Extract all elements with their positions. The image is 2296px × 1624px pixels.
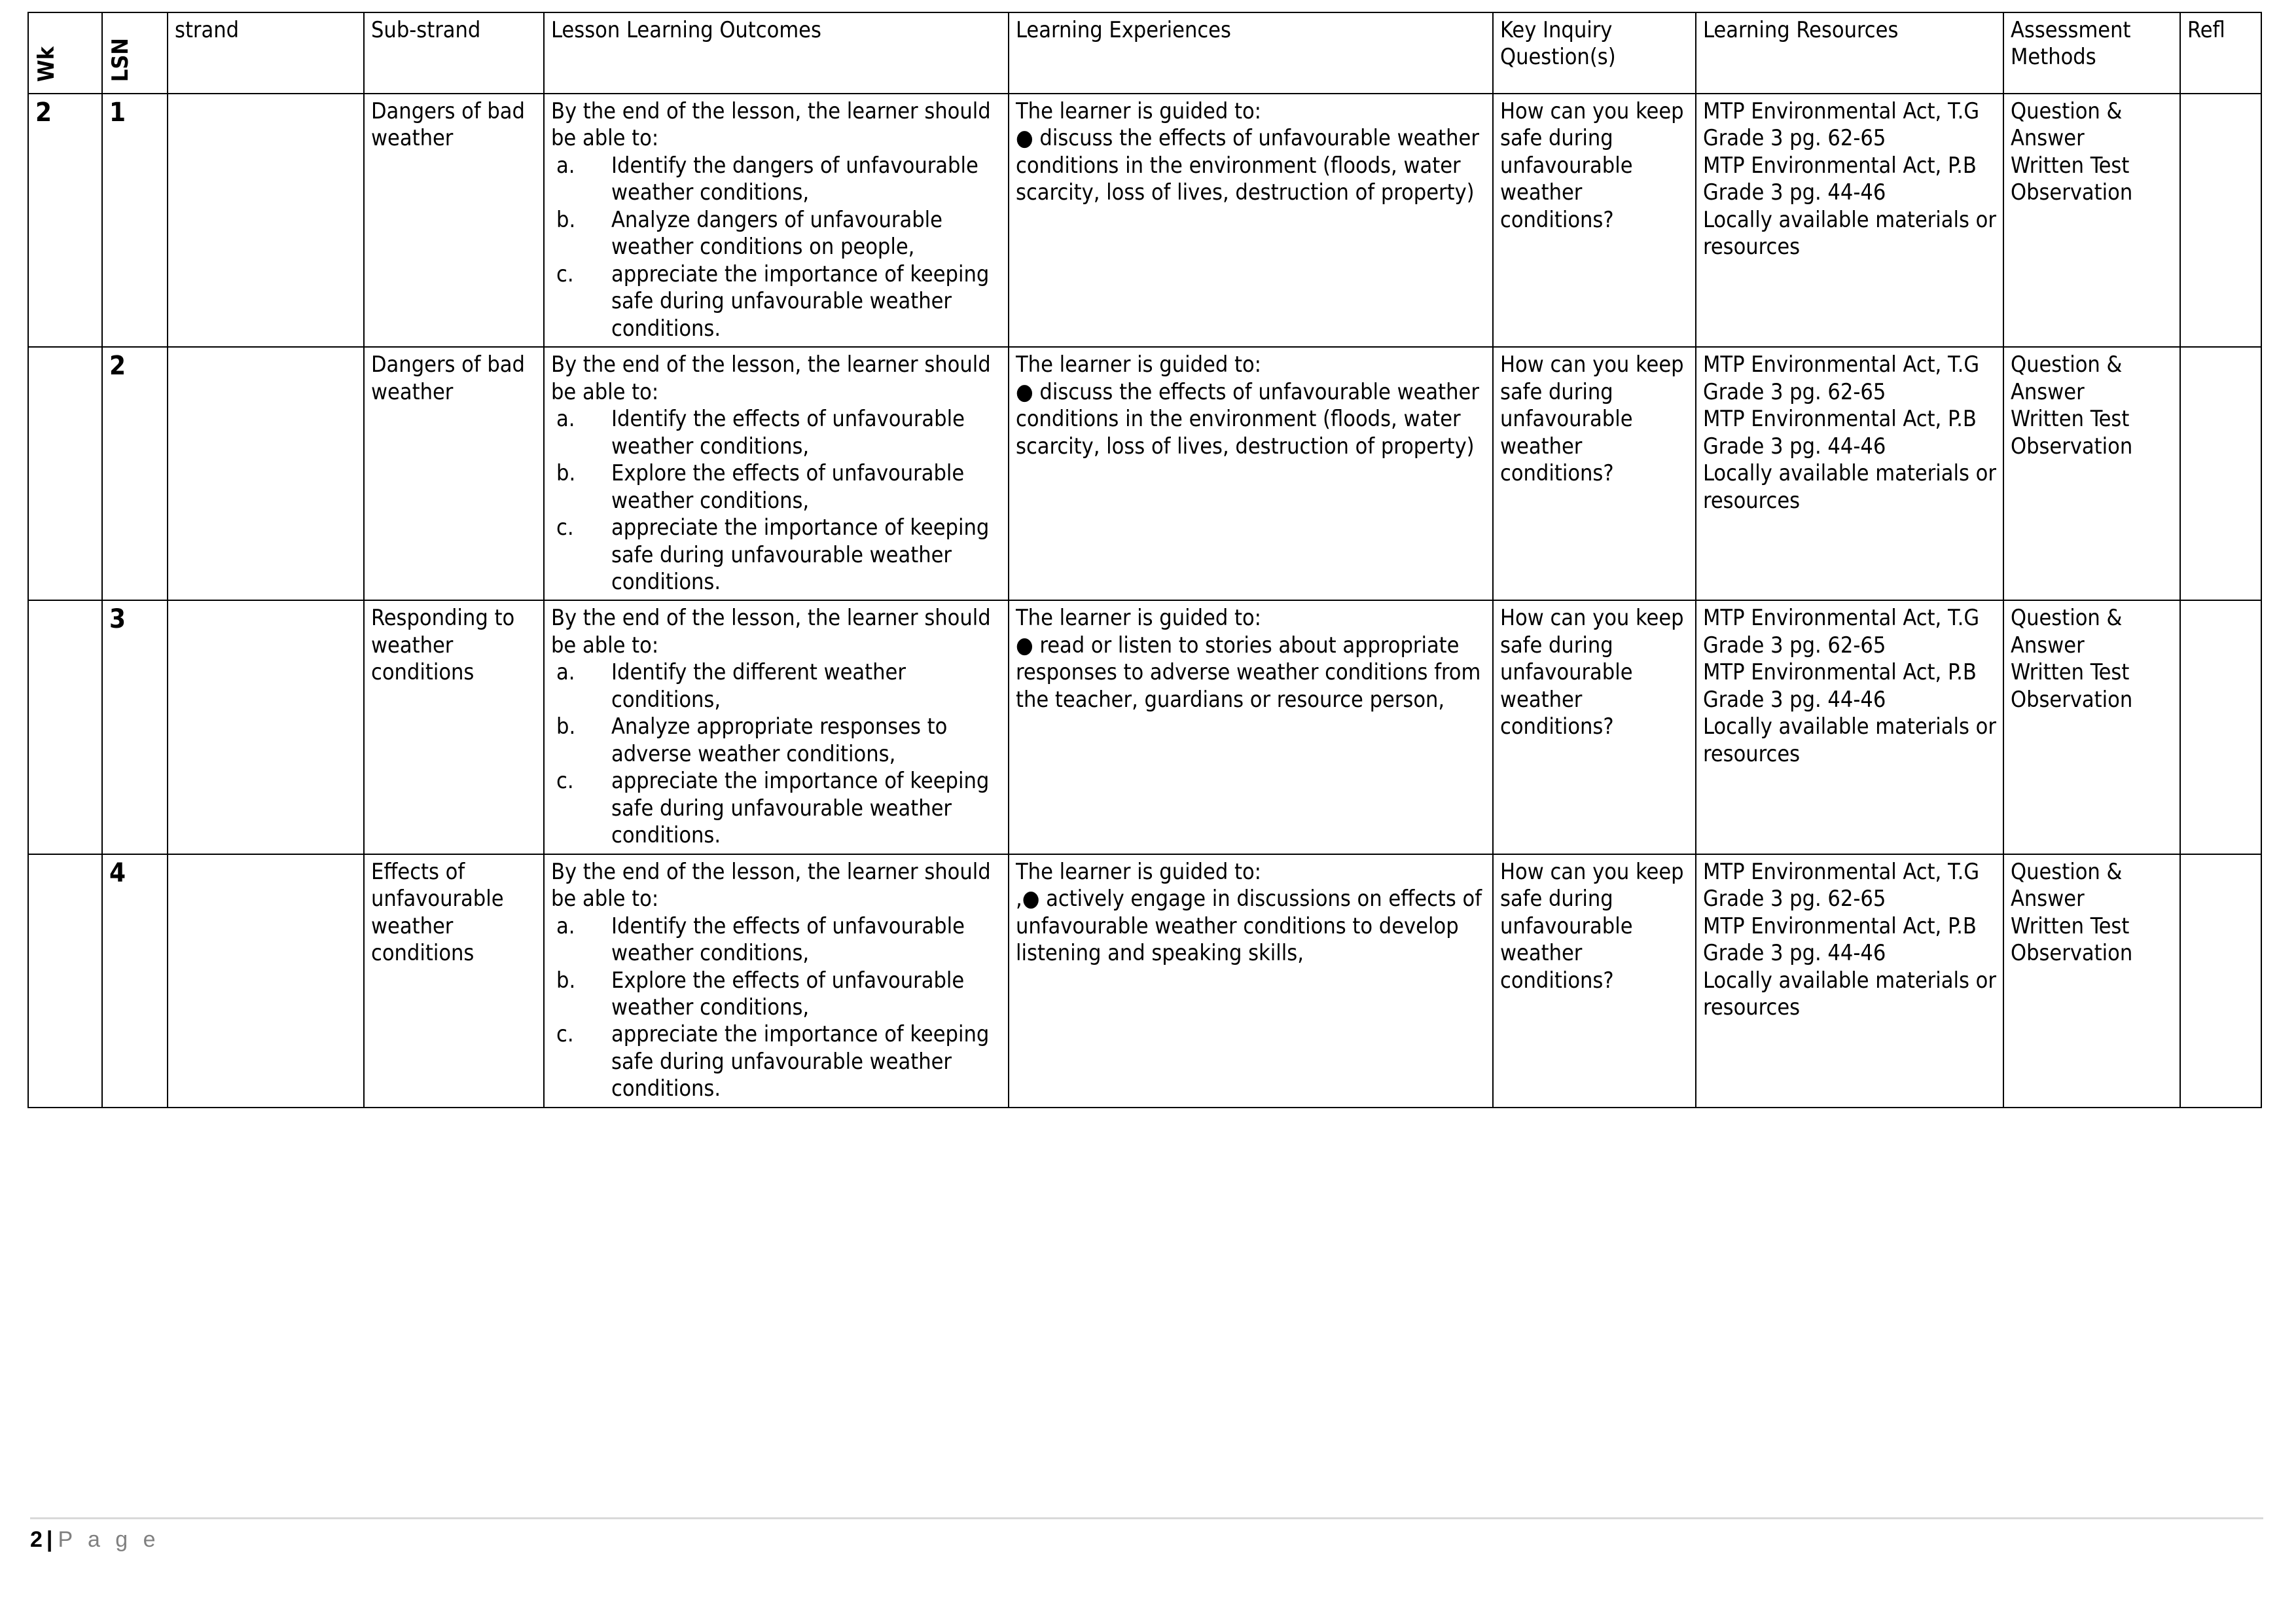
experiences-lead: The learner is guided to:	[1016, 352, 1261, 378]
cell-wk	[28, 600, 102, 854]
outcomes-lead: By the end of the lesson, the learner should be able to:	[551, 858, 991, 912]
experience-item: ,● actively engage in discussions on effects of unfavourable weather conditions to develop listening and speaking skills,	[1016, 886, 1482, 967]
experience-item: ● discuss the effects of unfavourable weather conditions in the environment (floods, water scarcity, loss of lives, destruction of property)	[1016, 378, 1479, 460]
outcome-item: Identify the effects of unfavourable weather conditions,	[611, 406, 965, 460]
outcome-item: appreciate the importance of keeping safe during unfavourable weather conditions.	[611, 261, 990, 342]
assessment-item: Answer	[2011, 886, 2085, 912]
outcomes-list	[551, 659, 1003, 849]
header-cell-sub-strand	[364, 12, 544, 94]
assessment-item: Answer	[2011, 378, 2085, 405]
resource-item: Locally available materials or resources	[1703, 460, 1996, 514]
cell-lesson-learning-outcomes	[544, 854, 1009, 1108]
cell-sub-strand	[364, 600, 544, 854]
cell-strand	[168, 94, 364, 347]
cell-refl	[2180, 600, 2261, 854]
assessment-item: Observation	[2011, 686, 2133, 713]
outcome-item: Analyze dangers of unfavourable weather conditions on people,	[611, 206, 942, 261]
assessment-item: Question &	[2011, 352, 2123, 378]
header-label-key-inquiry-questions: Key Inquiry Question(s)	[1500, 17, 1616, 71]
experience-item: ● discuss the effects of unfavourable weather conditions in the environment (floods, water scarcity, loss of lives, destruction of property)	[1016, 125, 1479, 206]
resource-item: MTP Environmental Act, T.G Grade 3 pg. 62-65	[1703, 98, 1980, 152]
header-label-lesson-learning-outcomes: Lesson Learning Outcomes	[551, 17, 821, 43]
sub-strand-value: Dangers of bad weather	[371, 352, 525, 405]
resource-item: MTP Environmental Act, P.B Grade 3 pg. 44-46	[1703, 152, 1977, 206]
cell-lsn	[102, 94, 168, 347]
scheme-of-work-table	[27, 12, 2262, 1108]
outcome-item: appreciate the importance of keeping safe during unfavourable weather conditions.	[611, 1021, 990, 1102]
table-row	[28, 600, 2261, 854]
key-inquiry-value: How can you keep safe during unfavourable weather conditions?	[1500, 98, 1684, 233]
page-footer	[30, 1517, 2263, 1553]
outcome-item: Identify the effects of unfavourable weather conditions,	[611, 912, 965, 967]
assessment-item: Observation	[2011, 179, 2133, 206]
assessment-list	[2011, 859, 2174, 967]
cell-learning-experiences	[1009, 94, 1493, 347]
experiences-lead: The learner is guided to:	[1016, 858, 1261, 885]
cell-learning-experiences	[1009, 347, 1493, 600]
cell-assessment-methods	[2003, 600, 2180, 854]
assessment-item: Observation	[2011, 433, 2133, 460]
experiences-lead: The learner is guided to:	[1016, 98, 1261, 124]
outcome-item: Analyze appropriate responses to adverse weather conditions,	[611, 713, 948, 767]
header-row	[28, 12, 2261, 94]
resource-item: MTP Environmental Act, T.G Grade 3 pg. 62-65	[1703, 352, 1980, 405]
outcomes-lead: By the end of the lesson, the learner should be able to:	[551, 98, 991, 152]
assessment-item: Question &	[2011, 858, 2123, 885]
resources-list	[1703, 98, 1998, 261]
key-inquiry-value: How can you keep safe during unfavourable weather conditions?	[1500, 605, 1684, 740]
cell-learning-resources	[1696, 600, 2003, 854]
assessment-item: Written Test	[2011, 912, 2130, 939]
footer-page-number: 2	[30, 1527, 43, 1552]
footer-text	[30, 1527, 2263, 1553]
cell-lesson-learning-outcomes	[544, 347, 1009, 600]
cell-learning-experiences	[1009, 600, 1493, 854]
cell-assessment-methods	[2003, 347, 2180, 600]
header-cell-learning-resources	[1696, 12, 2003, 94]
resources-list	[1703, 859, 1998, 1022]
cell-sub-strand	[364, 854, 544, 1108]
resource-item: Locally available materials or resources	[1703, 713, 1996, 767]
sub-strand-value: Responding to weather conditions	[371, 605, 515, 686]
cell-lesson-learning-outcomes	[544, 94, 1009, 347]
sub-strand-value: Effects of unfavourable weather conditions	[371, 858, 504, 967]
header-label-sub-strand: Sub-strand	[371, 17, 481, 43]
outcomes-lead: By the end of the lesson, the learner should be able to:	[551, 352, 991, 405]
assessment-item: Answer	[2011, 632, 2085, 659]
cell-wk	[28, 347, 102, 600]
experiences-lead: The learner is guided to:	[1016, 605, 1261, 632]
header-cell-lsn	[102, 12, 168, 94]
cell-lesson-learning-outcomes	[544, 600, 1009, 854]
cell-learning-experiences	[1009, 854, 1493, 1108]
cell-lsn	[102, 347, 168, 600]
header-label-wk: Wk	[33, 46, 60, 82]
assessment-item: Written Test	[2011, 406, 2130, 433]
cell-lsn	[102, 854, 168, 1108]
table-header	[28, 12, 2261, 94]
outcomes-list	[551, 406, 1003, 596]
header-cell-assessment-methods	[2003, 12, 2180, 94]
cell-learning-resources	[1696, 347, 2003, 600]
header-cell-strand	[168, 12, 364, 94]
cell-sub-strand	[364, 94, 544, 347]
outcome-item: Explore the effects of unfavourable weather conditions,	[611, 460, 965, 514]
header-label-lsn: LSN	[107, 38, 134, 82]
cell-key-inquiry-question	[1493, 600, 1696, 854]
experience-item: ● read or listen to stories about appropriate responses to adverse weather conditions from the teacher, guardians or resource person,	[1016, 632, 1481, 713]
assessment-item: Answer	[2011, 125, 2085, 152]
cell-wk	[28, 94, 102, 347]
header-label-learning-experiences: Learning Experiences	[1016, 17, 1231, 43]
cell-refl	[2180, 854, 2261, 1108]
header-label-refl: Refl	[2187, 17, 2225, 43]
assessment-list	[2011, 352, 2174, 460]
assessment-item: Written Test	[2011, 659, 2130, 686]
cell-assessment-methods	[2003, 94, 2180, 347]
outcome-item: Explore the effects of unfavourable weather conditions,	[611, 967, 965, 1020]
header-label-learning-resources: Learning Resources	[1703, 17, 1899, 43]
assessment-item: Observation	[2011, 940, 2133, 967]
outcomes-lead: By the end of the lesson, the learner should be able to:	[551, 605, 991, 659]
assessment-item: Question &	[2011, 605, 2123, 632]
cell-learning-resources	[1696, 94, 2003, 347]
outcome-item: appreciate the importance of keeping safe during unfavourable weather conditions.	[611, 514, 990, 595]
lsn-value: 2	[109, 351, 126, 382]
cell-key-inquiry-question	[1493, 854, 1696, 1108]
assessment-item: Question &	[2011, 98, 2123, 124]
wk-value: 2	[35, 98, 52, 128]
outcomes-list	[551, 153, 1003, 342]
resources-list	[1703, 605, 1998, 768]
assessment-list	[2011, 98, 2174, 207]
sub-strand-value: Dangers of bad weather	[371, 98, 525, 152]
lsn-value: 3	[109, 604, 126, 635]
resource-item: Locally available materials or resources	[1703, 967, 1996, 1020]
cell-wk	[28, 854, 102, 1108]
cell-assessment-methods	[2003, 854, 2180, 1108]
cell-lsn	[102, 600, 168, 854]
header-cell-key-inquiry-questions	[1493, 12, 1696, 94]
outcome-item: appreciate the importance of keeping safe during unfavourable weather conditions.	[611, 768, 990, 849]
cell-strand	[168, 600, 364, 854]
header-cell-refl	[2180, 12, 2261, 94]
lsn-value: 4	[109, 857, 126, 888]
cell-refl	[2180, 94, 2261, 347]
key-inquiry-value: How can you keep safe during unfavourable weather conditions?	[1500, 858, 1684, 994]
assessment-list	[2011, 605, 2174, 713]
resource-item: Locally available materials or resources	[1703, 206, 1996, 261]
header-cell-lesson-learning-outcomes	[544, 12, 1009, 94]
resources-list	[1703, 352, 1998, 514]
resource-item: MTP Environmental Act, T.G Grade 3 pg. 62-65	[1703, 605, 1980, 659]
cell-refl	[2180, 347, 2261, 600]
cell-key-inquiry-question	[1493, 347, 1696, 600]
table-row	[28, 347, 2261, 600]
table-body	[28, 94, 2261, 1108]
table-row	[28, 854, 2261, 1108]
resource-item: MTP Environmental Act, P.B Grade 3 pg. 44-46	[1703, 659, 1977, 713]
header-label-strand: strand	[175, 17, 240, 43]
footer-divider	[30, 1517, 2263, 1519]
header-cell-wk	[28, 12, 102, 94]
cell-strand	[168, 854, 364, 1108]
outcome-item: Identify the dangers of unfavourable weather conditions,	[611, 152, 978, 206]
resource-item: MTP Environmental Act, T.G Grade 3 pg. 62-65	[1703, 858, 1980, 912]
header-label-assessment-methods: Assessment Methods	[2011, 17, 2131, 71]
resource-item: MTP Environmental Act, P.B Grade 3 pg. 44-46	[1703, 406, 1977, 460]
header-cell-learning-experiences	[1009, 12, 1493, 94]
cell-key-inquiry-question	[1493, 94, 1696, 347]
outcomes-list	[551, 913, 1003, 1103]
table-row	[28, 94, 2261, 347]
resource-item: MTP Environmental Act, P.B Grade 3 pg. 44-46	[1703, 912, 1977, 967]
lsn-value: 1	[109, 98, 126, 128]
footer-page-word: P a g e	[58, 1527, 160, 1552]
cell-learning-resources	[1696, 854, 2003, 1108]
key-inquiry-value: How can you keep safe during unfavourable weather conditions?	[1500, 352, 1684, 487]
assessment-item: Written Test	[2011, 152, 2130, 179]
outcome-item: Identify the different weather conditions,	[611, 659, 906, 713]
cell-sub-strand	[364, 347, 544, 600]
footer-separator: |	[46, 1527, 53, 1552]
cell-strand	[168, 347, 364, 600]
